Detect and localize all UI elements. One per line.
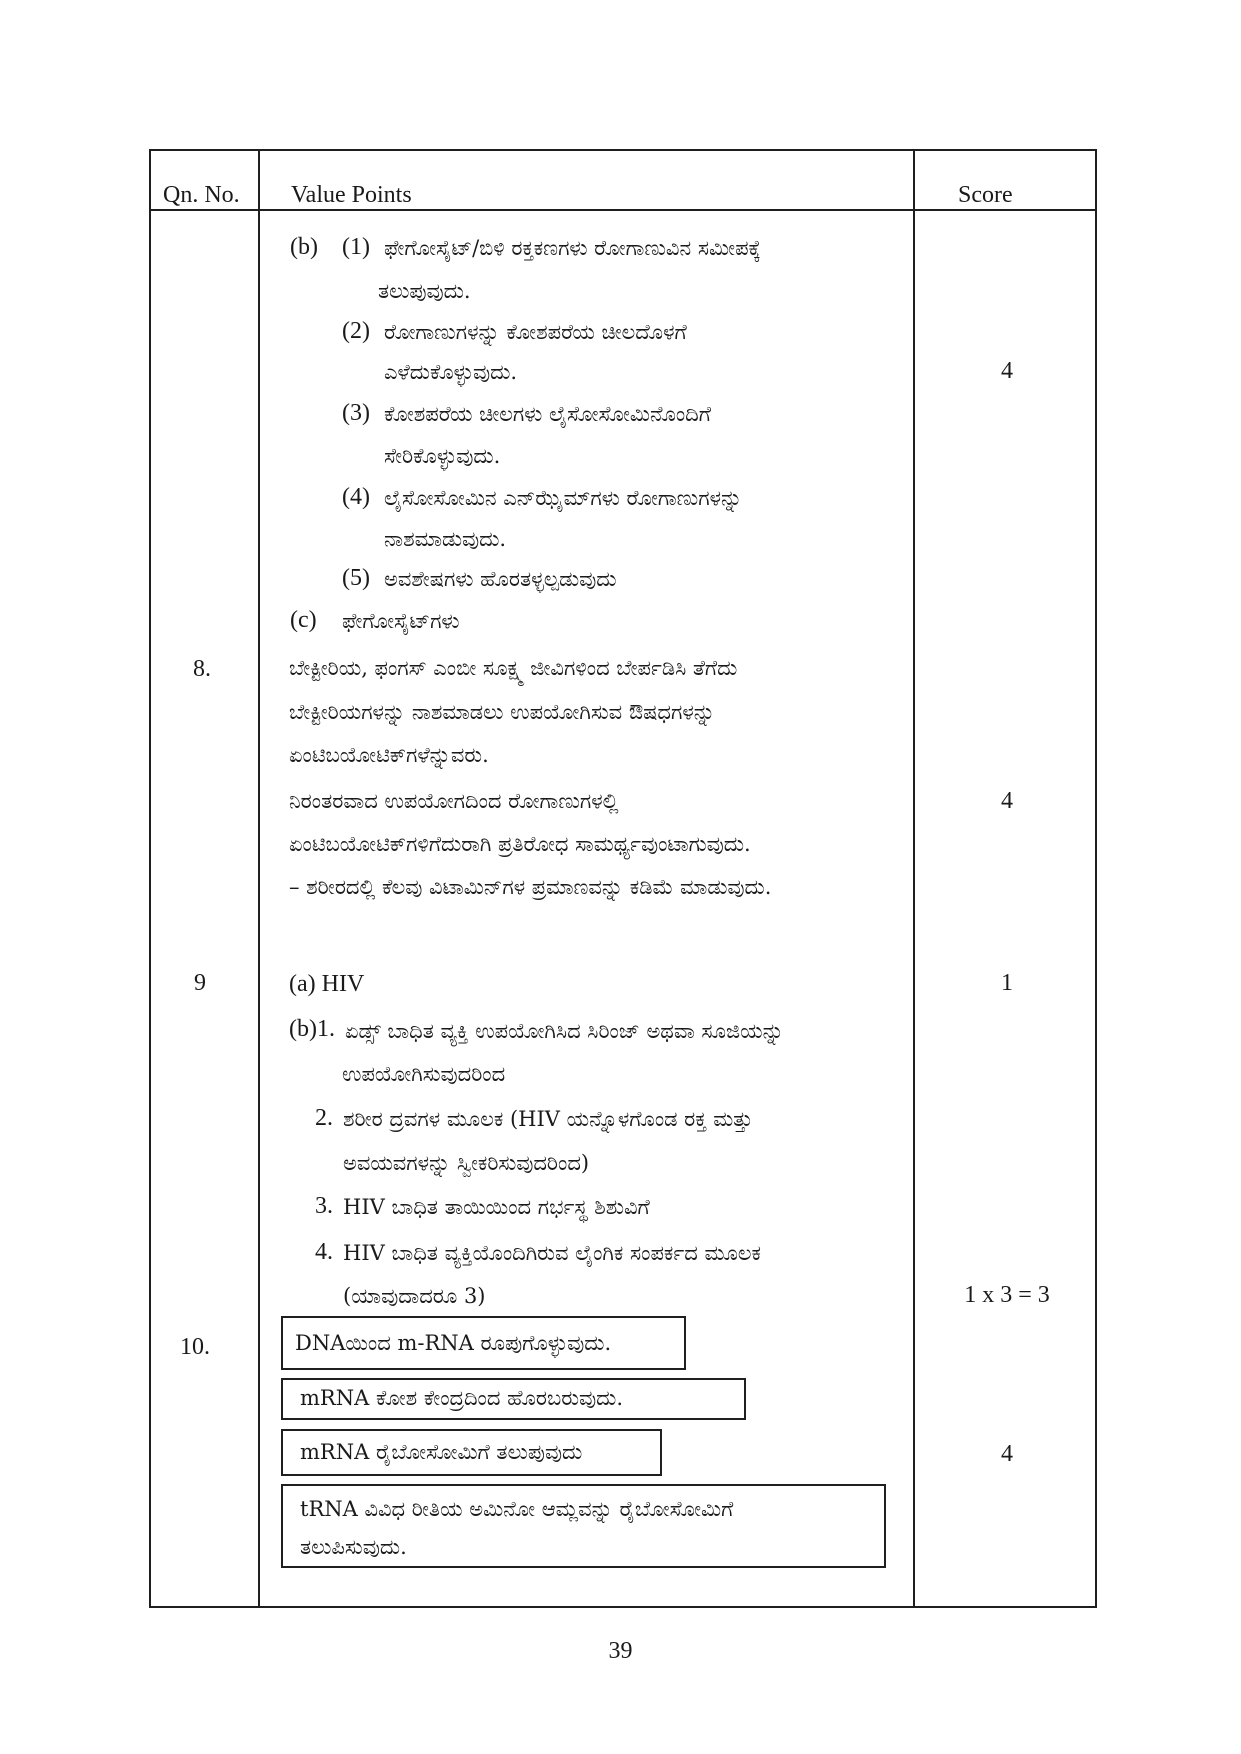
q10-step-2: mRNA ಕೋಶ ಕೇಂದ್ರದಿಂದ ಹೊರಬರುವುದು. (300, 1386, 624, 1410)
q8-number: 8. (193, 656, 211, 682)
q9-b1-line2: ಉಪಯೋಗಿಸುವುದರಿಂದ (342, 1062, 506, 1086)
q9-b4-num: 4. (315, 1239, 333, 1265)
q8-b3-line1: ಕೋಶಪರೆಯ ಚೀಲಗಳು ಲೈಸೋಸೋಮಿನೊಂದಿಗೆ (384, 402, 711, 426)
q9-b1-line1: ಏಡ್ಸ್ ಬಾಧಿತ ವ್ಯಕ್ತಿ ಉಪಯೋಗಿಸಿದ ಸಿರಿಂಜ್ ಅಥವಾ ಸೂಜಿಯನ್ನು (345, 1019, 784, 1043)
q8-main-line1: ಬೇಕ್ಟೀರಿಯ, ಫಂಗಸ್ ಎಂಬೀ ಸೂಕ್ಷ್ಮ ಜೀವಿಗಳಿಂದ ಬೇರ್ಪಡಿಸಿ ತೆಗೆದು (289, 656, 738, 680)
q8-main-line3: ಏಂಟಿಬಯೋಟಿಕ್‌ಗಳೆನ್ನುವರು. (289, 743, 489, 767)
header-divider (149, 209, 1097, 211)
q8-main-line2: ಬೇಕ್ಟೀರಿಯಗಳನ್ನು ನಾಶಮಾಡಲು ಉಪಯೋಗಿಸುವ ಔಷಧಗಳನ್ನು (289, 700, 715, 724)
q8-score-main: 4 (1001, 788, 1013, 814)
q10-score: 4 (1001, 1441, 1013, 1467)
q8-b4-line2: ನಾಶಮಾಡುವುದು. (384, 527, 507, 551)
q8-main-line6: – ಶರೀರದಲ್ಲಿ ಕೆಲವು ವಿಟಾಮಿನ್‌ಗಳ ಪ್ರಮಾಣವನ್ನು ಕಡಿಮೆ ಮಾಡುವುದು. (289, 875, 772, 899)
q10-step-3: mRNA ರೈಬೋಸೋಮಿಗೆ ತಲುಪುವುದು (300, 1440, 583, 1464)
q10-step-4-line1: tRNA ವಿವಿಧ ರೀತಿಯ ಅಮಿನೋ ಆಮ್ಲವನ್ನು ರೈಬೋಸೋಮಿಗೆ (300, 1497, 734, 1521)
q8-c-text: ಫೇಗೋಸೈಟ್‌ಗಳು (342, 609, 460, 633)
q9-b3-num: 3. (315, 1193, 333, 1219)
q10-step-4-line2: ತಲುಪಿಸುವುದು. (300, 1535, 407, 1559)
header-qn-no: Qn. No. (163, 182, 240, 208)
q8-b5-num: (5) (342, 565, 370, 591)
q9-b3-line1: HIV ಬಾಧಿತ ತಾಯಿಯಿಂದ ಗರ್ಭಸ್ಥ ಶಿಶುವಿಗೆ (343, 1195, 650, 1219)
q8-b2-num: (2) (342, 318, 370, 344)
q10-number: 10. (180, 1334, 210, 1360)
q9-number: 9 (194, 970, 206, 996)
q8-b4-num: (4) (342, 484, 370, 510)
q10-step-1: DNAಯಿಂದ m-RNA ರೂಪುಗೊಳ್ಳುವುದು. (295, 1331, 612, 1355)
header-score: Score (958, 182, 1013, 208)
q8-b5-line1: ಅವಶೇಷಗಳು ಹೊರತಳ್ಳಲ್ಪಡುವುದು (384, 567, 617, 591)
q8-main-line4: ನಿರಂತರವಾದ ಉಪಯೋಗದಿಂದ ರೋಗಾಣುಗಳಲ್ಲಿ (289, 789, 619, 813)
table-border-left (149, 149, 151, 1608)
q8-b4-line1: ಲೈಸೋಸೋಮಿನ ಎನ್‌ಝೈಮ್‌ಗಳು ರೋಗಾಣುಗಳನ್ನು (384, 486, 743, 510)
q8-score-b: 4 (1001, 358, 1013, 384)
q8-b2-line2: ಎಳೆದುಕೊಳ್ಳುವುದು. (384, 360, 518, 384)
q9-b2-line1: ಶರೀರ ದ್ರವಗಳ ಮೂಲಕ (HIV ಯನ್ನೊಳಗೊಂಡ ರಕ್ತ ಮತ್ತು (343, 1107, 753, 1131)
table-border-bottom (149, 1606, 1097, 1608)
q8-main-line5: ಏಂಟಿಬಯೋಟಿಕ್‌ಗಳಿಗೆದುರಾಗಿ ಪ್ರತಿರೋಧ ಸಾಮರ್ಥ್ಯವುಂಟಾಗುವುದು. (289, 832, 751, 856)
q8-b1-line1: ಫೇಗೋಸೈಟ್/ಬಿಳಿ ರಕ್ತಕಣಗಳು ರೋಗಾಣುವಿನ ಸಮೀಪಕ್ಕೆ (384, 236, 761, 260)
q9-a-text: (a) HIV (289, 971, 365, 997)
q8-b-label: (b) (290, 234, 318, 260)
q9-b2-line2: ಅವಯವಗಳನ್ನು ಸ್ವೀಕರಿಸುವುದರಿಂದ) (343, 1151, 590, 1175)
q9-score-a: 1 (1001, 970, 1013, 996)
q8-b1-line2: ತಲುಪುವುದು. (378, 279, 471, 303)
table-border-top (149, 149, 1097, 151)
q8-b2-line1: ರೋಗಾಣುಗಳನ್ನು ಕೋಶಪರೆಯ ಚೀಲದೊಳಗೆ (384, 320, 687, 344)
q9-score-b: 1 x 3 = 3 (964, 1282, 1050, 1308)
q9-b-lead: (b)1. (289, 1016, 335, 1042)
page-number: 39 (608, 1638, 633, 1664)
q8-c-label: (c) (290, 607, 317, 633)
q9-b4-line2: (ಯಾವುದಾದರೂ 3) (343, 1284, 486, 1308)
header-value-points: Value Points (291, 182, 412, 208)
q9-b2-num: 2. (315, 1105, 333, 1131)
column-divider-score (913, 149, 915, 1608)
q8-b1-num: (1) (342, 234, 370, 260)
column-divider-qn (258, 149, 260, 1608)
q8-b3-num: (3) (342, 400, 370, 426)
q8-b3-line2: ಸೇರಿಕೊಳ್ಳುವುದು. (384, 444, 501, 468)
q9-b4-line1: HIV ಬಾಧಿತ ವ್ಯಕ್ತಿಯೊಂದಿಗಿರುವ ಲೈಂಗಿಕ ಸಂಪರ್ಕದ ಮೂಲಕ (343, 1241, 761, 1265)
